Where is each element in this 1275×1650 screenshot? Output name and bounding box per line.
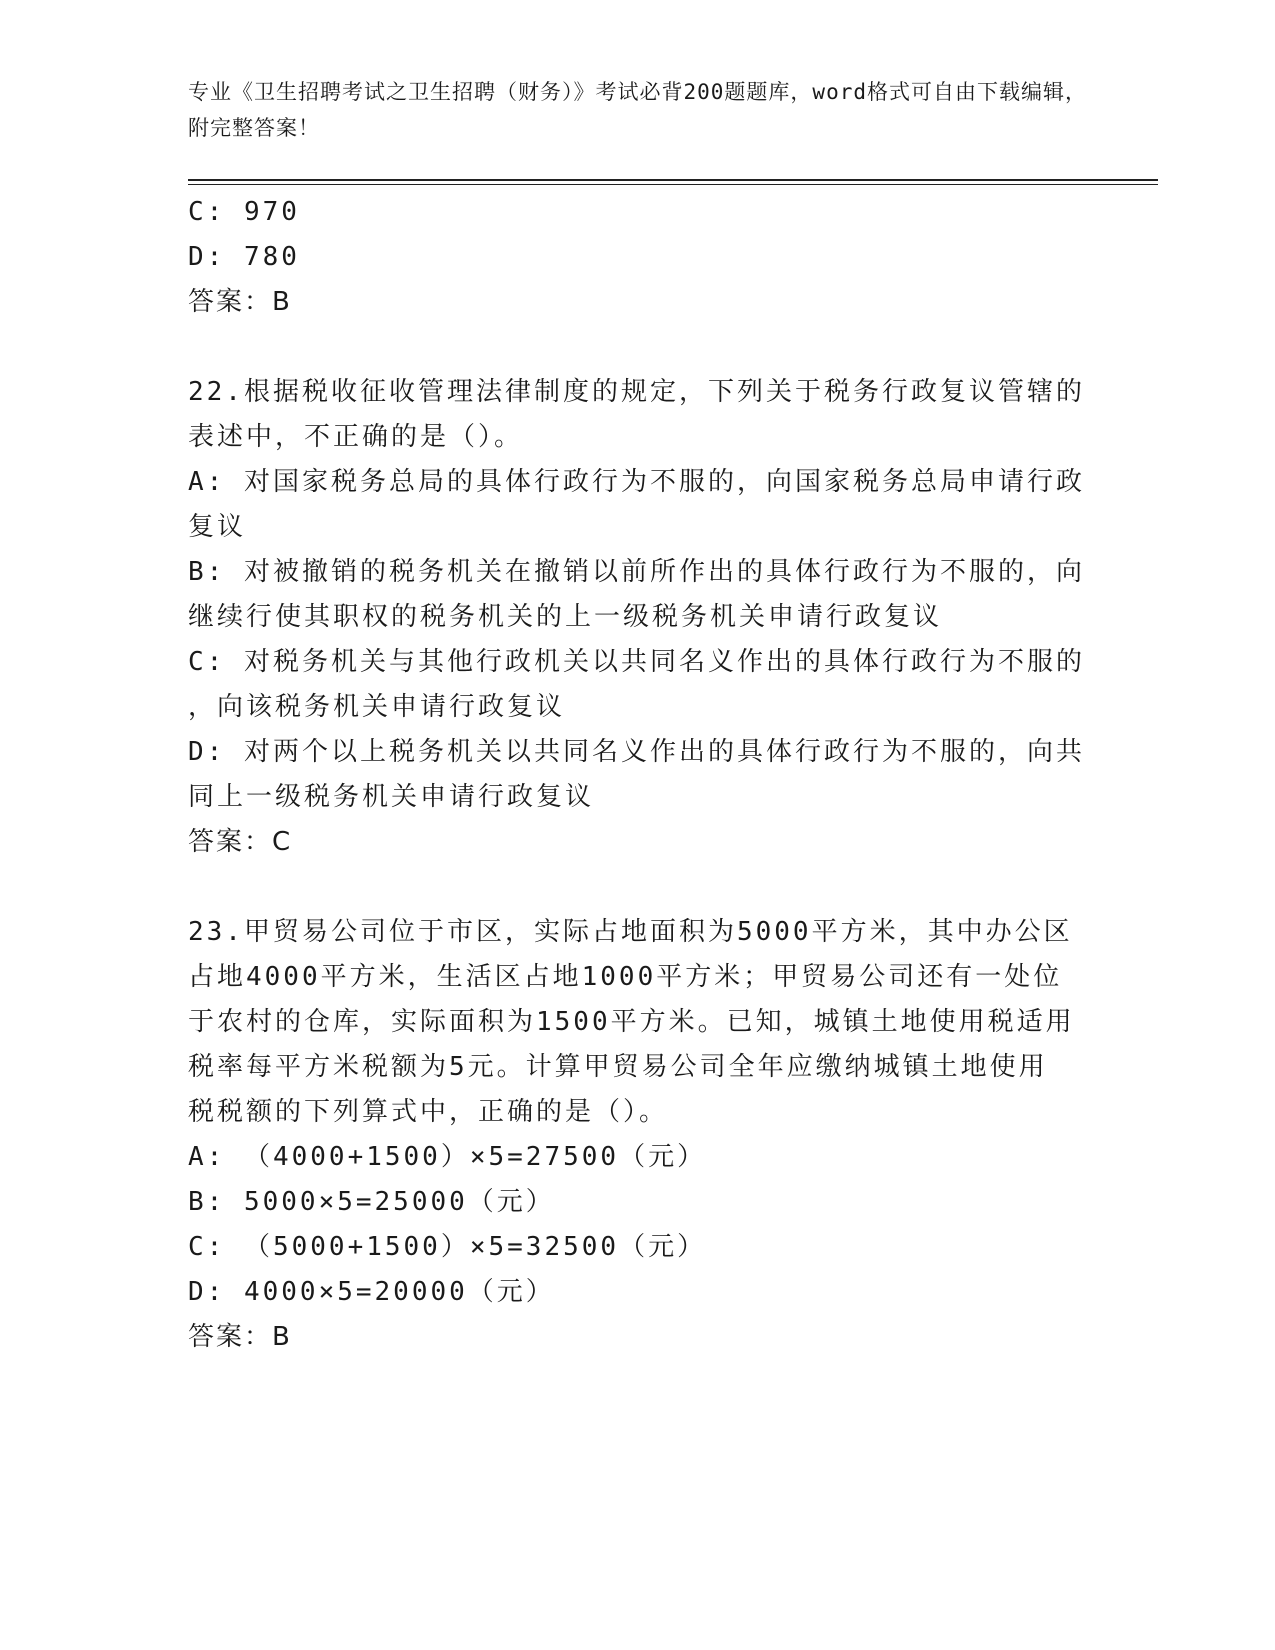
option-d: D: 780: [188, 242, 300, 272]
option-a: 复议: [188, 512, 247, 542]
question-stem: 占地4000平方米，生活区占地1000平方米；甲贸易公司还有一处位: [188, 962, 1063, 992]
document-header: [188, 74, 1088, 146]
option-d: 同上一级税务机关申请行政复议: [188, 782, 595, 812]
header-title: 专业《卫生招聘考试之卫生招聘（财务）》考试必背200题题库，word格式可自由下载编辑，附完整答案！: [188, 80, 1087, 140]
option-b: B: 对被撤销的税务机关在撤销以前所作出的具体行政行为不服的，向: [188, 557, 1085, 587]
answer: 答案：B: [188, 287, 292, 317]
option-d: D: 对两个以上税务机关以共同名义作出的具体行政行为不服的，向共: [188, 737, 1085, 767]
spacer: [188, 865, 1088, 910]
question-stem: 23.甲贸易公司位于市区，实际占地面积为5000平方米，其中办公区: [188, 917, 1073, 947]
question-22: [188, 370, 1088, 865]
question-21-tail: [188, 190, 1088, 325]
answer: 答案：C: [188, 827, 293, 857]
header-rule-thin: [188, 184, 1158, 185]
option-b: 继续行使其职权的税务机关的上一级税务机关申请行政复议: [188, 602, 943, 632]
question-stem: 于农村的仓库，实际面积为1500平方米。已知，城镇土地使用税适用: [188, 1007, 1075, 1037]
option-c: ，向该税务机关申请行政复议: [188, 692, 566, 722]
question-stem: 税税额的下列算式中，正确的是（）。: [188, 1097, 669, 1127]
header-rule-thick: [188, 179, 1158, 181]
question-stem: 22.根据税收征收管理法律制度的规定，下列关于税务行政复议管辖的: [188, 377, 1085, 407]
document-body: [188, 190, 1088, 1360]
question-stem: 表述中，不正确的是（）。: [188, 422, 524, 452]
option-c: C: 970: [188, 197, 300, 227]
option-a: A: （4000+1500）×5=27500（元）: [188, 1142, 707, 1172]
option-d: D: 4000×5=20000（元）: [188, 1277, 555, 1307]
question-23: [188, 910, 1088, 1360]
option-c: C: 对税务机关与其他行政机关以共同名义作出的具体行政行为不服的: [188, 647, 1085, 677]
question-stem: 税率每平方米税额为5元。计算甲贸易公司全年应缴纳城镇土地使用: [188, 1052, 1048, 1082]
answer: 答案：B: [188, 1322, 292, 1352]
spacer: [188, 325, 1088, 370]
option-a: A: 对国家税务总局的具体行政行为不服的，向国家税务总局申请行政: [188, 467, 1085, 497]
option-b: B: 5000×5=25000（元）: [188, 1187, 555, 1217]
option-c: C: （5000+1500）×5=32500（元）: [188, 1232, 707, 1262]
